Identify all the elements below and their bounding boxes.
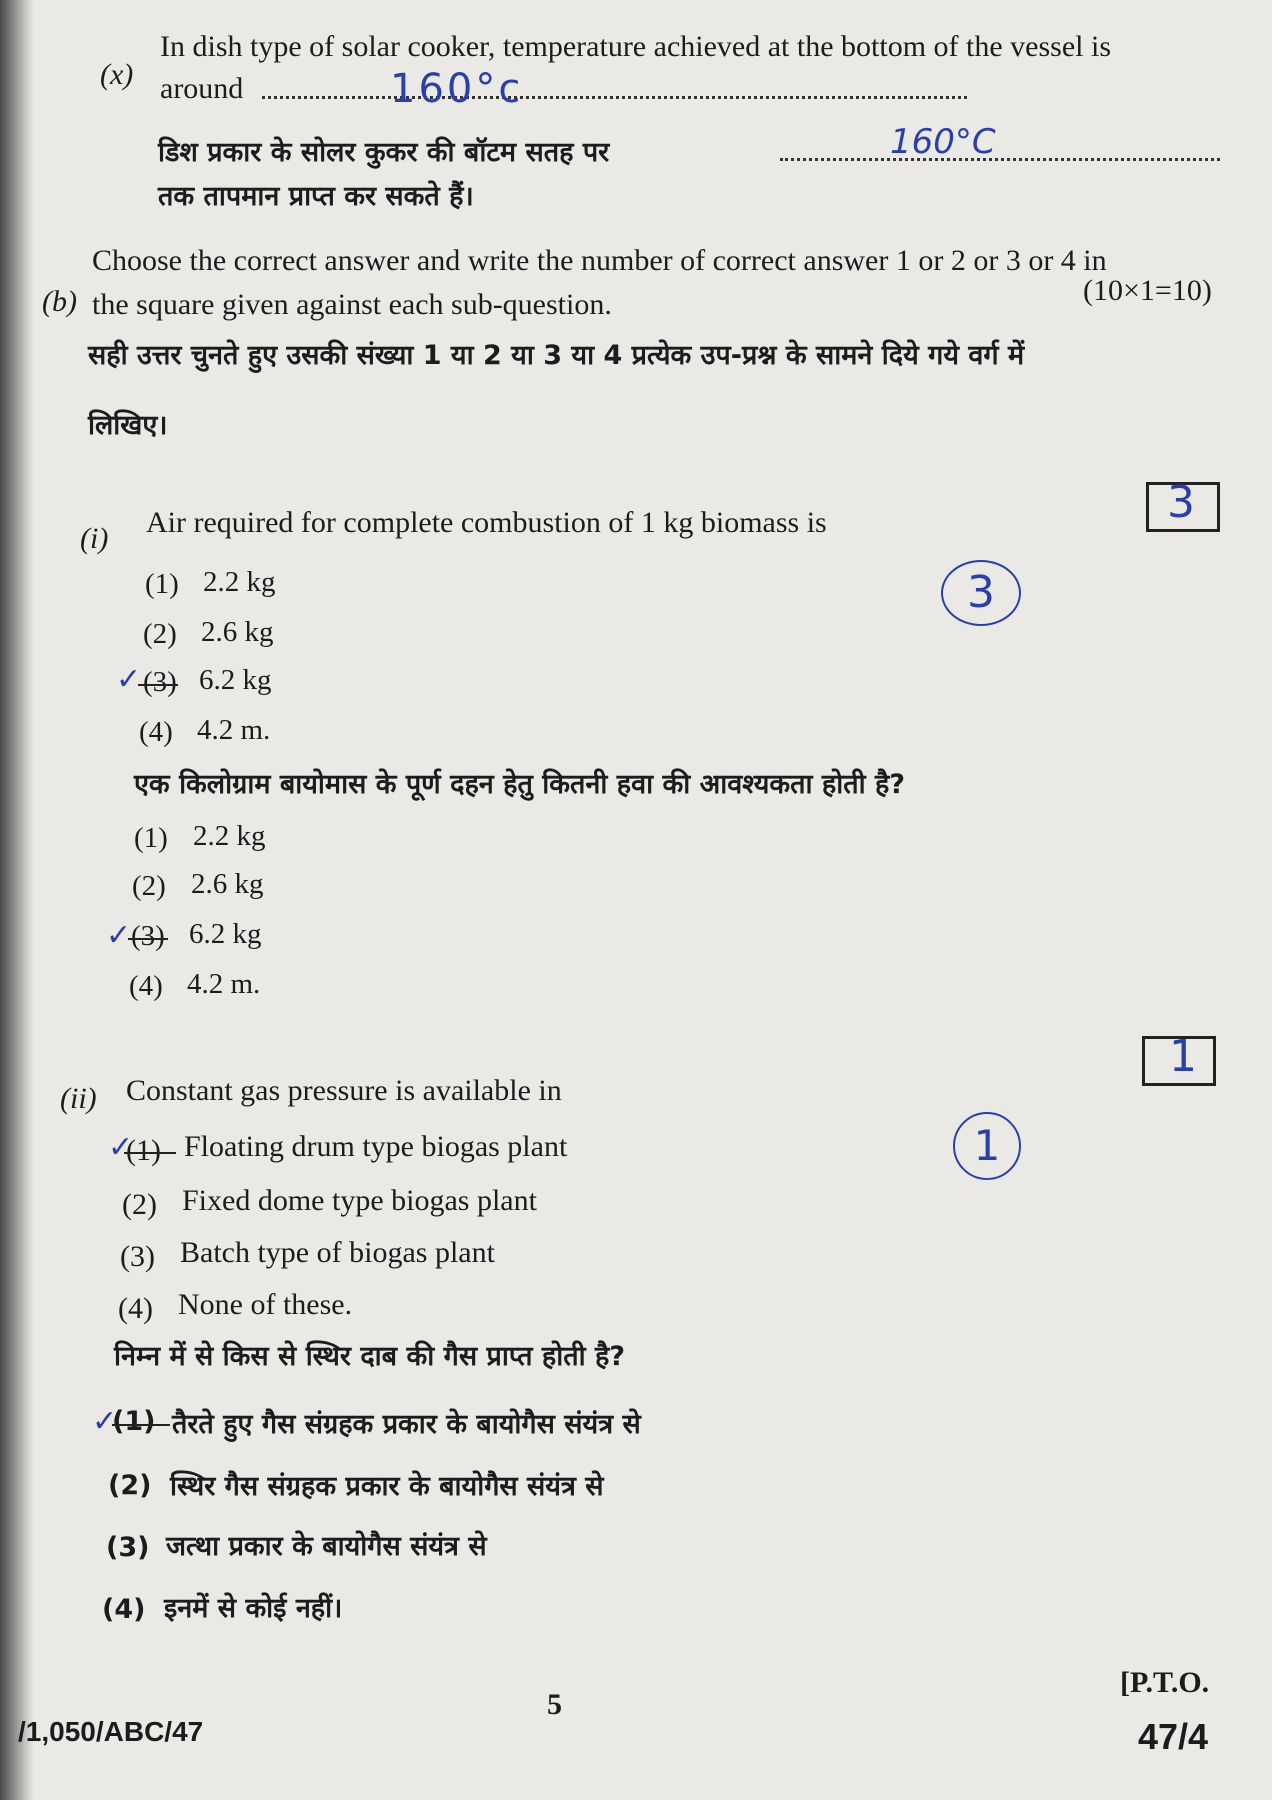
option-ii-en-2-num: (2) bbox=[122, 1188, 157, 1221]
paper-code-right: 47/4 bbox=[1138, 1716, 1209, 1757]
option-ii-en-1-num: (1) bbox=[126, 1134, 161, 1167]
option-ii-hi-2-text: स्थिर गैस संग्रहक प्रकार के बायोगैस संयंत्र से bbox=[170, 1471, 604, 1502]
answer-box-ii bbox=[1142, 1031, 1216, 1086]
option-ii-hi-4-num: (4) bbox=[102, 1594, 146, 1625]
option-i-en-3-num: (3) bbox=[143, 666, 177, 698]
option-i-hi-3-num: (3) bbox=[131, 920, 165, 952]
page-binding-edge bbox=[0, 0, 34, 1800]
answer-blank-line bbox=[262, 96, 967, 99]
option-i-hi-4-text: 4.2 m. bbox=[187, 968, 261, 1000]
circled-answer-ii: 1 bbox=[953, 1112, 1021, 1180]
strike-mark bbox=[112, 1424, 170, 1426]
answer-blank-line-hi bbox=[780, 158, 1220, 161]
answer-box-i bbox=[1146, 477, 1220, 532]
tick-mark-icon: ✓ bbox=[92, 1404, 118, 1439]
option-i-en-4-num: (4) bbox=[139, 716, 173, 748]
section-b-hindi-line2: लिखिए। bbox=[88, 410, 168, 441]
section-b-marks: (10×1=10) bbox=[1083, 274, 1212, 307]
option-i-hi-1-text: 2.2 kg bbox=[193, 820, 266, 852]
section-b-instruction-line1: Choose the correct answer and write the number of correct answer 1 or 2 or 3 or 4 in bbox=[92, 244, 1107, 277]
option-i-en-2-text: 2.6 kg bbox=[201, 616, 274, 648]
option-i-en-1-text: 2.2 kg bbox=[203, 566, 276, 598]
option-i-en-4-text: 4.2 m. bbox=[197, 714, 271, 746]
option-i-hi-4-num: (4) bbox=[129, 970, 163, 1002]
tick-mark-icon: ✓ bbox=[116, 662, 142, 697]
option-ii-hi-3-num: (3) bbox=[106, 1532, 150, 1563]
question-label-i: (i) bbox=[80, 522, 109, 555]
tick-mark-icon: ✓ bbox=[108, 1130, 134, 1165]
answer-box-ii-value: 1 bbox=[1169, 1031, 1197, 1082]
question-x-text-line2: around bbox=[160, 72, 244, 105]
paper-code-left: /1,050/ABC/47 bbox=[18, 1716, 204, 1747]
question-x-hindi-line2: तक तापमान प्राप्त कर सकते हैं। bbox=[158, 181, 474, 212]
option-ii-en-3-text: Batch type of biogas plant bbox=[180, 1236, 495, 1269]
option-ii-en-2-text: Fixed dome type biogas plant bbox=[182, 1184, 537, 1217]
question-label-ii: (ii) bbox=[60, 1082, 97, 1115]
option-i-hi-2-text: 2.6 kg bbox=[191, 868, 264, 900]
option-ii-hi-3-text: जत्था प्रकार के बायोगैस संयंत्र से bbox=[166, 1531, 487, 1562]
section-label-b: (b) bbox=[42, 285, 77, 318]
section-b-hindi-line1: सही उत्तर चुनते हुए उसकी संख्या 1 या 2 या 3 या 4 प्रत्येक उप-प्रश्न के सामने दिये गये वर्ग में bbox=[88, 340, 1025, 371]
handwritten-answer-en: 160°c bbox=[390, 66, 524, 112]
option-ii-en-4-num: (4) bbox=[118, 1292, 153, 1325]
page-number: 5 bbox=[547, 1688, 562, 1721]
option-i-hi-1-num: (1) bbox=[134, 822, 168, 854]
strike-mark bbox=[138, 684, 178, 686]
option-i-en-3-text: 6.2 kg bbox=[199, 664, 272, 696]
pto-marker: [P.T.O. bbox=[1120, 1666, 1210, 1699]
option-ii-en-4-text: None of these. bbox=[178, 1288, 353, 1321]
question-i-hindi: एक किलोग्राम बायोमास के पूर्ण दहन हेतु कितनी हवा की आवश्यकता होती है? bbox=[134, 769, 906, 800]
option-ii-hi-1-num: (1) bbox=[112, 1406, 156, 1437]
strike-mark bbox=[128, 938, 168, 940]
question-ii-hindi: निम्न में से किस से स्थिर दाब की गैस प्राप्त होती है? bbox=[114, 1341, 626, 1372]
question-i-text: Air required for complete combustion of 1 kg biomass is bbox=[146, 506, 827, 539]
option-ii-en-1-text: Floating drum type biogas plant bbox=[184, 1130, 568, 1163]
option-i-en-2-num: (2) bbox=[143, 618, 177, 650]
question-x-text-line1: In dish type of solar cooker, temperature achieved at the bottom of the vessel is bbox=[160, 30, 1111, 63]
answer-box-i-value: 3 bbox=[1167, 477, 1195, 528]
question-label-x: (x) bbox=[100, 58, 134, 91]
option-ii-hi-2-num: (2) bbox=[108, 1470, 152, 1501]
circled-answer-i: 3 bbox=[941, 560, 1021, 626]
section-b-instruction-line2: the square given against each sub-question. bbox=[92, 288, 612, 321]
option-ii-hi-4-text: इनमें से कोई नहीं। bbox=[164, 1593, 343, 1624]
option-i-hi-3-text: 6.2 kg bbox=[189, 918, 262, 950]
strike-mark bbox=[124, 1152, 176, 1154]
question-ii-text: Constant gas pressure is available in bbox=[126, 1074, 562, 1107]
option-i-hi-2-num: (2) bbox=[132, 870, 166, 902]
handwritten-answer-hi: 160°C bbox=[890, 122, 996, 162]
option-i-en-1-num: (1) bbox=[145, 568, 179, 600]
question-x-hindi-line1: डिश प्रकार के सोलर कुकर की बॉटम सतह पर bbox=[158, 137, 610, 168]
tick-mark-icon: ✓ bbox=[106, 918, 132, 953]
option-ii-hi-1-text: तैरते हुए गैस संग्रहक प्रकार के बायोगैस संयंत्र से bbox=[172, 1409, 641, 1440]
option-ii-en-3-num: (3) bbox=[120, 1240, 155, 1273]
